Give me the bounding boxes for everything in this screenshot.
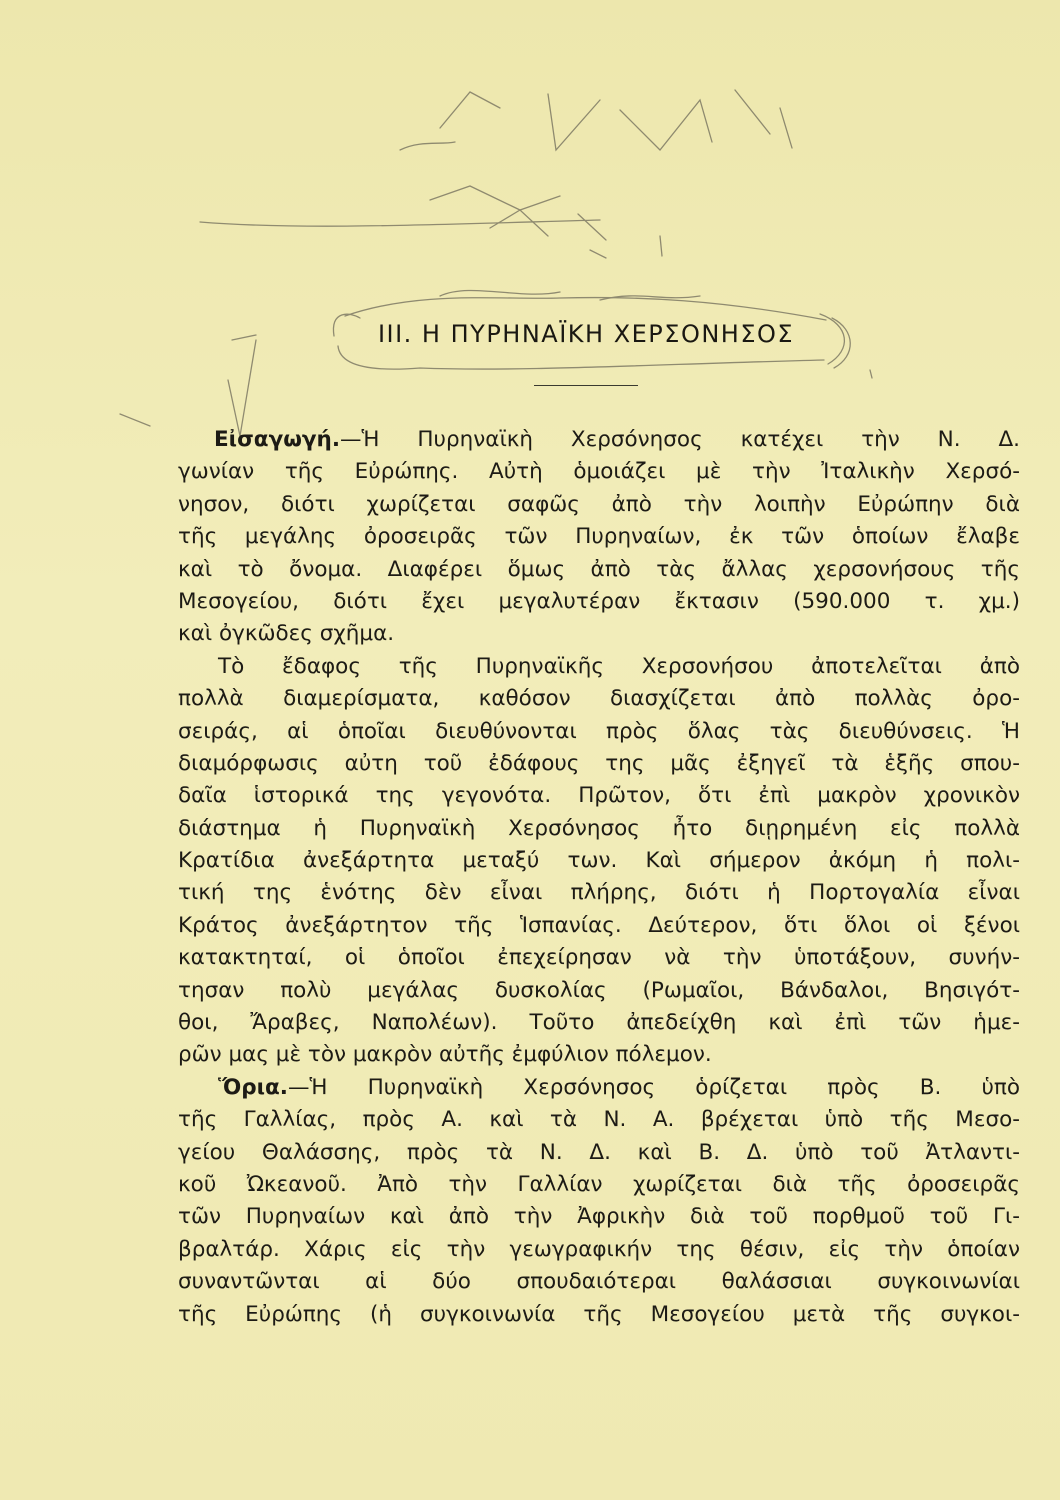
section-lead-introduction: Εἰσαγωγή. — [214, 427, 341, 452]
paragraph-line: τική της ἑνότης δὲν εἶναι πλήρης, διότι ἡ Πορτογαλία εἶναι — [178, 880, 1020, 906]
paragraph-line: βραλτάρ. Χάρις εἰς τὴν γεωγραφικήν της θέσιν, εἰς τὴν ὁποίαν — [178, 1236, 1020, 1262]
paragraph-line: τῶν Πυρηναίων καὶ ἀπὸ τὴν Ἀφρικὴν διὰ τοῦ πορθμοῦ τοῦ Γι- — [178, 1204, 1020, 1230]
paragraph-line: διαμόρφωσις αὐτη τοῦ ἐδάφους της μᾶς ἐξηγεῖ τὰ ἑξῆς σπου- — [178, 750, 1020, 776]
paragraph-line: συναντῶνται αἱ δύο σπουδαιότεραι θαλάσσιαι συγκοινωνίαι — [178, 1269, 1020, 1295]
paragraph-line: τησαν πολὺ μεγάλας δυσκολίας (Ρωμαῖοι, Βάνδαλοι, Βησιγότ- — [178, 977, 1020, 1003]
paragraph-line: ρῶν μας μὲ τὸν μακρὸν αὐτῆς ἐμφύλιον πόλεμον. — [178, 1042, 712, 1068]
paragraph-line: Τὸ ἔδαφος τῆς Πυρηναϊκῆς Χερσονήσου ἀποτελεῖται ἀπὸ — [218, 653, 1020, 679]
paragraph-line: τῆς Εὐρώπης (ἡ συγκοινωνία τῆς Μεσογείου μετὰ τῆς συγκοι- — [178, 1301, 1020, 1327]
paragraph-introduction — [178, 424, 1020, 651]
paragraph-line: σειράς, αἱ ὁποῖαι διευθύνονται πρὸς ὅλας τὰς διευθύνσεις. Ἡ — [178, 718, 1020, 744]
paragraph-line: Κράτος ἀνεξάρτητον τῆς Ἱσπανίας. Δεύτερον, ὅτι ὅλοι οἱ ξένοι — [178, 912, 1020, 938]
paragraph-line: Ὅρια.—Ἡ Πυρηναϊκὴ Χερσόνησος ὁρίζεται πρὸς Β. ὑπὸ — [218, 1074, 1020, 1100]
paragraph-line: καὶ τὸ ὄνομα. Διαφέρει ὅμως ἀπὸ τὰς ἄλλας χερσονήσους τῆς — [178, 556, 1020, 582]
paragraph-line: Μεσογείου, διότι ἔχει μεγαλυτέραν ἔκτασιν (590.000 τ. χμ.) — [178, 588, 1020, 614]
paragraph-line: τῆς Γαλλίας, πρὸς Α. καὶ τὰ Ν. Α. βρέχεται ὑπὸ τῆς Μεσο- — [178, 1107, 1020, 1133]
paragraph-line: θοι, Ἄραβες, Ναπολέων). Τοῦτο ἀπεδείχθη καὶ ἐπὶ τῶν ἡμε- — [178, 1010, 1020, 1036]
paragraph-line: τῆς μεγάλης ὀροσειρᾶς τῶν Πυρηναίων, ἐκ τῶν ὁποίων ἔλαβε — [178, 524, 1020, 550]
chapter-header — [338, 306, 834, 362]
paragraph-line: πολλὰ διαμερίσματα, καθόσον διασχίζεται ἀπὸ πολλὰς ὀρο- — [178, 686, 1020, 712]
chapter-title: III. Η ΠΥΡΗΝΑΪΚΗ ΧΕΡΣΟΝΗΣΟΣ — [377, 320, 795, 348]
paragraph-line: Κρατίδια ἀνεξάρτητα μεταξύ των. Καὶ σήμερον ἀκόμη ἡ πολι- — [178, 848, 1020, 874]
body-text — [178, 424, 1020, 1331]
paragraph-line: κατακτηταί, οἱ ὁποῖοι ἐπεχείρησαν νὰ τὴν ὑποτάξουν, συνήν- — [178, 945, 1020, 971]
paragraph-line: γείου Θαλάσσης, πρὸς τὰ Ν. Δ. καὶ Β. Δ. ὑπὸ τοῦ Ἀτλαντι- — [178, 1139, 1020, 1165]
section-lead-borders: Ὅρια. — [218, 1074, 288, 1100]
paragraph-borders — [178, 1072, 1020, 1331]
paragraph-line: καὶ ὀγκῶδες σχῆμα. — [178, 621, 395, 647]
paragraph-line: γωνίαν τῆς Εὐρώπης. Αὐτὴ ὁμοιάζει μὲ τὴν Ἰταλικὴν Χερσό- — [178, 459, 1020, 485]
paragraph-line: διάστημα ἡ Πυρηναϊκὴ Χερσόνησος ἦτο διῃρημένη εἰς πολλὰ — [178, 815, 1020, 841]
paragraph-line: νησον, διότι χωρίζεται σαφῶς ἀπὸ τὴν λοιπὴν Εὐρώπην διὰ — [178, 491, 1020, 517]
paragraph-line: κοῦ Ὠκεανοῦ. Ἀπὸ τὴν Γαλλίαν χωρίζεται διὰ τῆς ὀροσειρᾶς — [178, 1171, 1020, 1197]
paragraph-line: δαῖα ἱστορικά της γεγονότα. Πρῶτον, ὅτι ἐπὶ μακρὸν χρονικὸν — [178, 783, 1020, 809]
paragraph-terrain — [178, 651, 1020, 1072]
paragraph-line: Εἰσαγωγή.—Ἡ Πυρηναϊκὴ Χερσόνησος κατέχει τὴν Ν. Δ. — [214, 427, 1020, 452]
title-rule-divider — [534, 385, 638, 386]
